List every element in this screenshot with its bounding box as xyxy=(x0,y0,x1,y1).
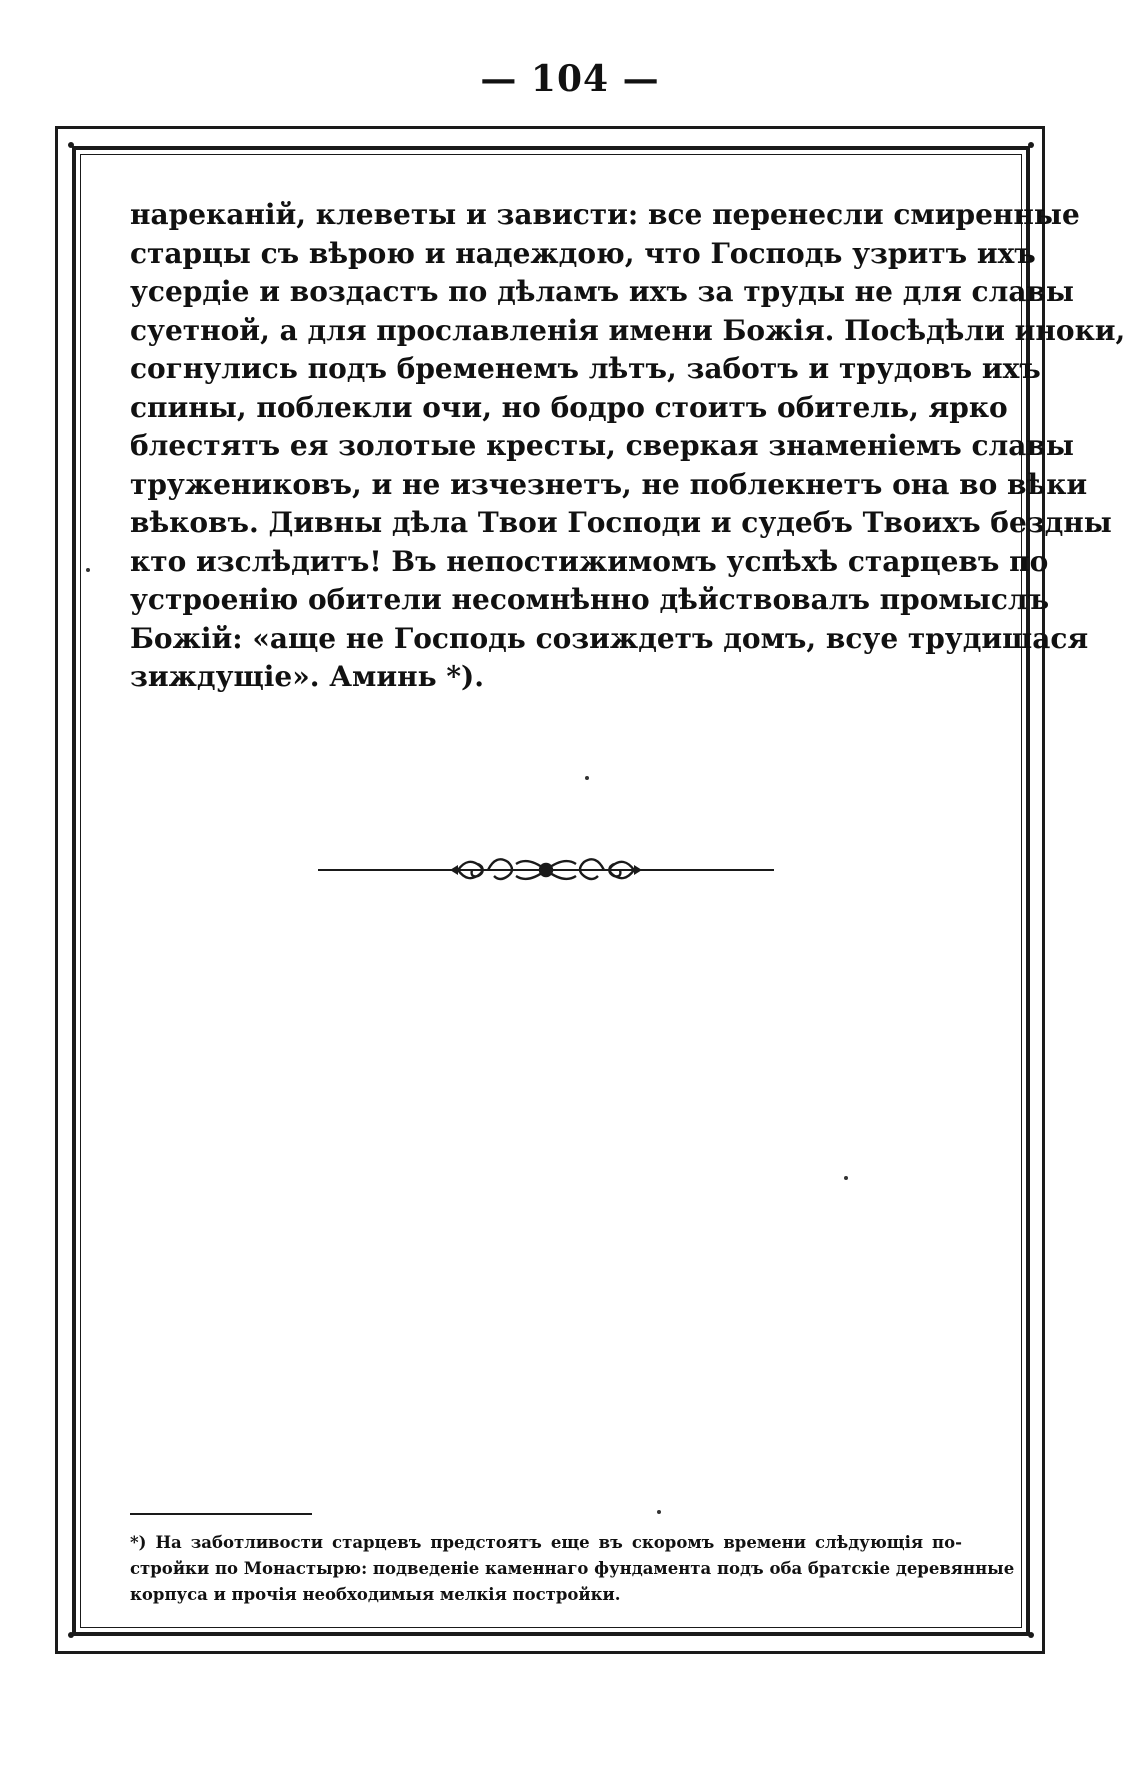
footnote-line: корпуса и прочія необходимыя мелкія постройки. xyxy=(130,1585,621,1604)
footnote-line: *) На заботливости старцевъ предстоятъ еще въ скоромъ времени слѣдующія по- xyxy=(130,1533,962,1552)
footnote-separator xyxy=(130,1513,312,1515)
corner-ornament-icon xyxy=(66,1630,76,1640)
page-number: — 104 — xyxy=(480,58,660,100)
text-line: устроенію обители несомнѣнно дѣйствовалъ промыслъ xyxy=(130,583,1050,616)
scan-speck xyxy=(844,1176,848,1180)
text-line: блестятъ ея золотые кресты, сверкая знаменіемъ славы xyxy=(130,429,1074,462)
text-line: суетной, а для прославленія имени Божія. Посѣдѣли иноки, xyxy=(130,313,1126,347)
body-text xyxy=(130,196,1126,697)
text-line: зиждущіе». Аминь *). xyxy=(130,660,485,693)
text-line: кто изслѣдитъ! Въ непостижимомъ успѣхѣ старцевъ по xyxy=(130,544,1049,578)
text-line: старцы съ вѣрою и надеждою, что Господь узритъ ихъ xyxy=(130,236,1036,270)
scan-speck xyxy=(657,1510,661,1514)
corner-ornament-icon xyxy=(66,140,76,150)
text-line: вѣковъ. Дивны дѣла Твои Господи и судебъ Твоихъ бездны xyxy=(130,506,1112,539)
text-line: нареканій, клеветы и зависти: все перенесли смиренные xyxy=(130,198,1080,231)
footnote xyxy=(130,1530,1015,1608)
text-line: согнулись подъ бременемъ лѣтъ, заботъ и трудовъ ихъ xyxy=(130,352,1041,385)
fleuron-divider-icon xyxy=(318,850,774,890)
corner-ornament-icon xyxy=(1026,140,1036,150)
scan-speck xyxy=(585,776,589,780)
text-line: усердіе и воздастъ по дѣламъ ихъ за труды не для славы xyxy=(130,275,1075,308)
text-line: спины, поблекли очи, но бодро стоитъ обитель, ярко xyxy=(130,390,1008,424)
text-line: тружениковъ, и не изчезнетъ, не поблекнетъ она во вѣки xyxy=(130,467,1088,501)
scan-speck xyxy=(86,568,90,572)
text-line: Божій: «аще не Господь созиждетъ домъ, всуе трудишася xyxy=(130,621,1089,655)
footnote-line: стройки по Монастырю: подведеніе каменнаго фундамента подъ оба братскіе деревянные xyxy=(130,1559,1015,1578)
corner-ornament-icon xyxy=(1026,1630,1036,1640)
